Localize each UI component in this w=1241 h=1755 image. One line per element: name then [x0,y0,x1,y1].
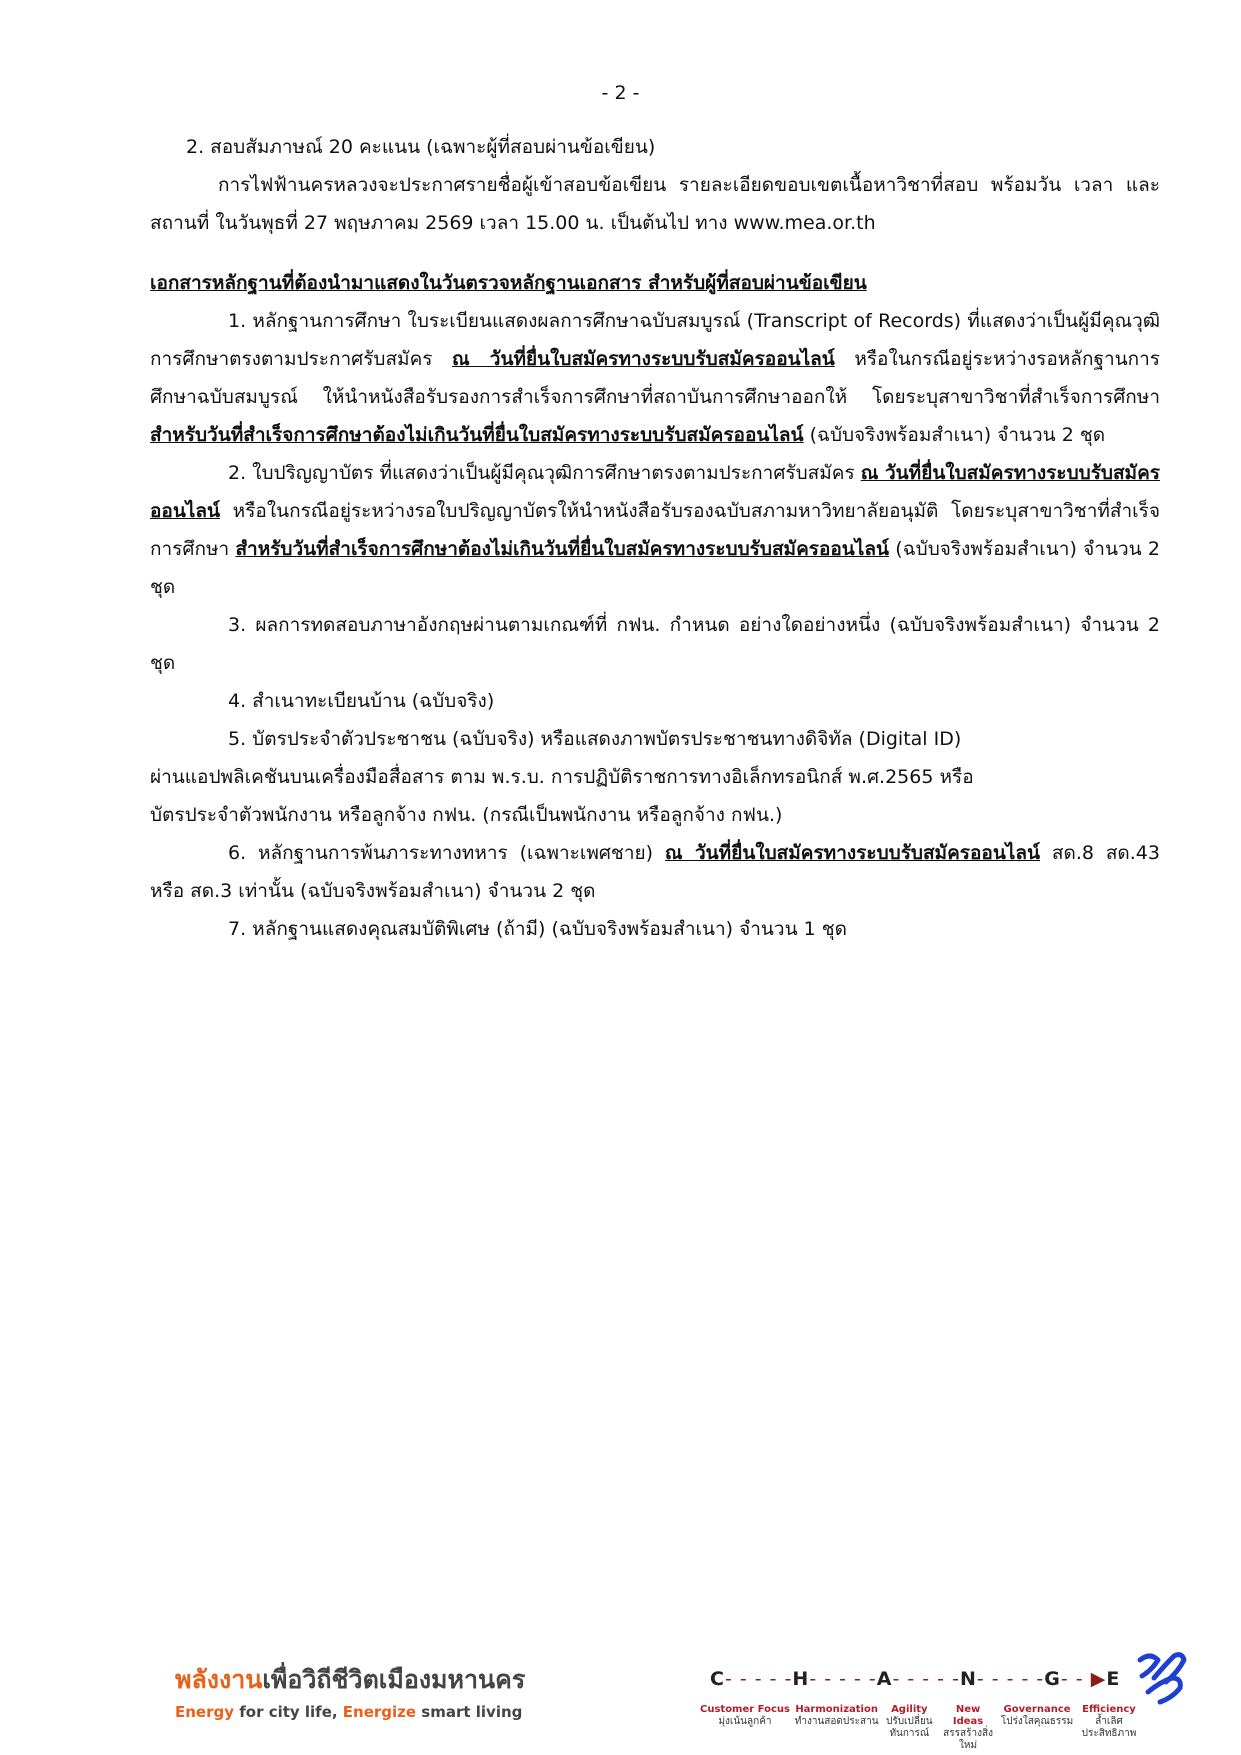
item-5-line-3: บัตรประจำตัวพนักงาน หรือลูกจ้าง กฟน. (กรณีเป็นพนักงาน หรือลูกจ้าง กฟน.) [150,804,783,826]
document-body [150,128,1160,948]
mea-logo-icon [1132,1648,1190,1706]
item-1-date-emphasis: ณ วันที่ยื่นใบสมัครทางระบบรับสมัครออนไลน์ [452,348,835,370]
value-new-ideas: New Ideas สรรสร้างสิ่งใหม่ [943,1704,993,1751]
value-efficiency: Efficiency ล้ำเลิศประสิทธิภาพ [1081,1704,1137,1739]
item-4: 4. สำเนาทะเบียนบ้าน (ฉบับจริง) [228,690,495,712]
footer-slogan [175,1660,525,1721]
slogan-thai: พลังงานเพื่อวิถีชีวิตเมืองมหานคร [175,1665,526,1694]
value-customer-focus: Customer Focus มุ่งเน้นลูกค้า [700,1704,790,1727]
item-2-date-emphasis: ณ วันที่ยื่นใบสมัครทางระบบรับสมัครออนไลน์ [150,462,1160,522]
section-2-body: การไฟฟ้านครหลวงจะประกาศรายชื่อผู้เข้าสอบข้อเขียน รายละเอียดขอบเขตเนื้อหาวิชาที่สอบ พร้อมวัน เวลา และสถานที่ ในวันพุธที่ 27 พฤษภาคม 2569 เวลา 15.00 น. เป็นต้นไป ทาง www.mea.or.th [150,174,1160,234]
item-7: 7. หลักฐานแสดงคุณสมบัติพิเศษ (ถ้ามี) (ฉบับจริงพร้อมสำเนา) จำนวน 1 ชุด [228,918,847,940]
slogan-english: Energy for city life, Energize smart living [175,1703,523,1721]
item-5-line-2: ผ่านแอปพลิเคชันบนเครื่องมือสื่อสาร ตาม พ.ร.บ. การปฏิบัติราชการทางอิเล็กทรอนิกส์ พ.ศ.2565 หรือ [150,766,974,788]
item-5-line-1: 5. บัตรประจำตัวประชาชน (ฉบับจริง) หรือแสดงภาพบัตรประชาชนทางดิจิทัล (Digital ID) [228,728,962,750]
documents-heading: เอกสารหลักฐานที่ต้องนำมาแสดงในวันตรวจหลักฐานเอกสาร สำหรับผู้ที่สอบผ่านข้อเขียน [150,272,867,294]
item-2-deadline-emphasis: สำหรับวันที่สำเร็จการศึกษาต้องไม่เกินวันที่ยื่นใบสมัครทางระบบรับสมัครออนไลน์ [235,538,889,560]
item-2: 2. ใบปริญญาบัตร ที่แสดงว่าเป็นผู้มีคุณวุฒิการศึกษาตรงตามประกาศรับสมัคร ณ วันที่ยื่นใบสมัครทางระบบรับสมัครออนไลน์ หรือในกรณีอยู่ระหว่างรอใบปริญญาบัตรให้นำหนังสือรับรองฉบับสภามหาวิทยาลัยอนุมัติ โดยระบุสาขาวิชาที่สำเร็จการศึกษา สำหรับวันที่สำเร็จการศึกษาต้องไม่เกินวันที่ยื่นใบสมัครทางระบบรับสมัครออนไลน์ (ฉบับจริงพร้อมสำเนา) จำนวน 2 ชุด [150,462,1160,598]
value-governance: Governance โปร่งใสคุณธรรม [1000,1704,1074,1727]
item-3: 3. ผลการทดสอบภาษาอังกฤษผ่านตามเกณฑ์ที่ กฟน. กำหนด อย่างใดอย่างหนึ่ง (ฉบับจริงพร้อมสำเนา) จำนวน 2 ชุด [150,614,1160,674]
section-2-title: 2. สอบสัมภาษณ์ 20 คะแนน (เฉพาะผู้ที่สอบผ่านข้อเขียน) [186,136,656,158]
item-1-deadline-emphasis: สำหรับวันที่สำเร็จการศึกษาต้องไม่เกินวันที่ยื่นใบสมัครทางระบบรับสมัครออนไลน์ [150,424,804,446]
change-values-banner [700,1648,1200,1751]
change-values-list [700,1704,1140,1752]
value-harmonization: Harmonization ทำงานสอดประสาน [794,1704,879,1727]
item-1: 1. หลักฐานการศึกษา ใบระเบียนแสดงผลการศึกษาฉบับสมบูรณ์ (Transcript of Records) ที่แสดงว่าเป็นผู้มีคุณวุฒิการศึกษาตรงตามประกาศรับสมัคร ณ วันที่ยื่นใบสมัครทางระบบรับสมัครออนไลน์ หรือในกรณีอยู่ระหว่างรอหลักฐานการศึกษาฉบับสมบูรณ์ ให้นำหนังสือรับรองการสำเร็จการศึกษาที่สถาบันการศึกษาออกให้ โดยระบุสาขาวิชาที่สำเร็จการศึกษา สำหรับวันที่สำเร็จการศึกษาต้องไม่เกินวันที่ยื่นใบสมัครทางระบบรับสมัครออนไลน์ (ฉบับจริงพร้อมสำเนา) จำนวน 2 ชุด [150,310,1160,446]
value-agility: Agility ปรับเปลี่ยนทันการณ์ [885,1704,933,1739]
item-6: 6. หลักฐานการพ้นภาระทางทหาร (เฉพาะเพศชาย) ณ วันที่ยื่นใบสมัครทางระบบรับสมัครออนไลน์ สด.8 สด.43 หรือ สด.3 เท่านั้น (ฉบับจริงพร้อมสำเนา) จำนวน 2 ชุด [150,842,1160,902]
page-number: - 2 - [601,82,640,104]
item-6-date-emphasis: ณ วันที่ยื่นใบสมัครทางระบบรับสมัครออนไลน์ [664,842,1040,864]
change-acronym: C- - - - -H- - - - -A- - - - -N- - - - -G- - ▶E [710,1668,1121,1690]
